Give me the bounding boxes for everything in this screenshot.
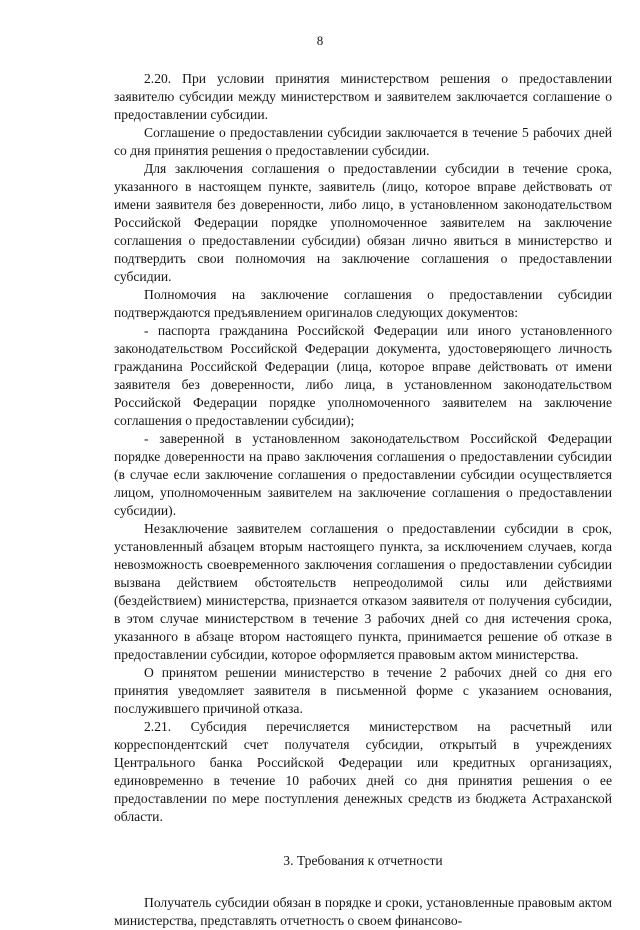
paragraph: 2.21. Субсидия перечисляется министерством на расчетный или корреспондентский счет получателя субсидии, открытый в учреждениях Центрального банка Российской Федерации или кредитных организациях, единовременно в течение 10 рабочих дней со дня принятия решения о ее предоставлении по мере поступления денежных средств из бюджета Астраханской области. bbox=[114, 719, 612, 824]
paragraph: Получатель субсидии обязан в порядке и сроки, установленные правовым актом министерства, представлять отчетность о своем финансово- bbox=[114, 895, 612, 928]
paragraph: Полномочия на заключение соглашения о предоставлении субсидии подтверждаются предъявлением оригиналов следующих документов: bbox=[114, 287, 612, 320]
list-item: - заверенной в установленном законодательством Российской Федерации порядке доверенности на право заключения соглашения о предоставлении субсидии (в случае если заключение соглашения о предоставлении субсидии осуществляется лицом, уполномоченным заявителем на заключение соглашения о предоставлении субсидии). bbox=[114, 431, 612, 518]
document-body bbox=[114, 70, 612, 930]
section-heading: 3. Требования к отчетности bbox=[283, 853, 443, 868]
paragraph: 2.20. При условии принятия министерством решения о предоставлении заявителю субсидии между министерством и заявителем заключается соглашение о предоставлении субсидии. bbox=[114, 71, 612, 122]
paragraph: О принятом решении министерство в течение 2 рабочих дней со дня его принятия уведомляет заявителя в письменной форме с указанием основания, послужившего причиной отказа. bbox=[114, 665, 612, 716]
paragraph: Соглашение о предоставлении субсидии заключается в течение 5 рабочих дней со дня принятия решения о предоставлении субсидии. bbox=[114, 125, 612, 158]
list-item: - паспорта гражданина Российской Федерации или иного установленного законодательством Российской Федерации документа, удостоверяющего личность гражданина Российской Федерации (лица, которое вправе действовать от имени заявителя без доверенности, либо лица, в установленном законодательством Российской Федерации порядке уполномоченного заявителем на заключение соглашения о предоставлении субсидии); bbox=[114, 323, 612, 428]
paragraph: Для заключения соглашения о предоставлении субсидии в течение срока, указанного в настоящем пункте, заявитель (лицо, которое вправе действовать от имени заявителя без доверенности, либо лицо, в установленном законодательством Российской Федерации порядке уполномоченное заявителем на заключение соглашения о предоставлении субсидии) обязан лично явиться в министерство и подтвердить свои полномочия на заключение соглашения о предоставлении субсидии. bbox=[114, 161, 612, 284]
paragraph: Незаключение заявителем соглашения о предоставлении субсидии в срок, установленный абзацем вторым настоящего пункта, за исключением случаев, когда невозможность своевременного заключения соглашения о предоставлении субсидии вызвана действием обстоятельств непреодолимой силы или действиями (бездействием) министерства, признается отказом заявителя от получения субсидии, в этом случае министерством в течение 3 рабочих дней со дня истечения срока, указанного в абзаце втором настоящего пункта, принимается решение об отказе в предоставлении субсидии, которое оформляется правовым актом министерства. bbox=[114, 521, 612, 662]
page-number: 8 bbox=[316, 33, 324, 48]
